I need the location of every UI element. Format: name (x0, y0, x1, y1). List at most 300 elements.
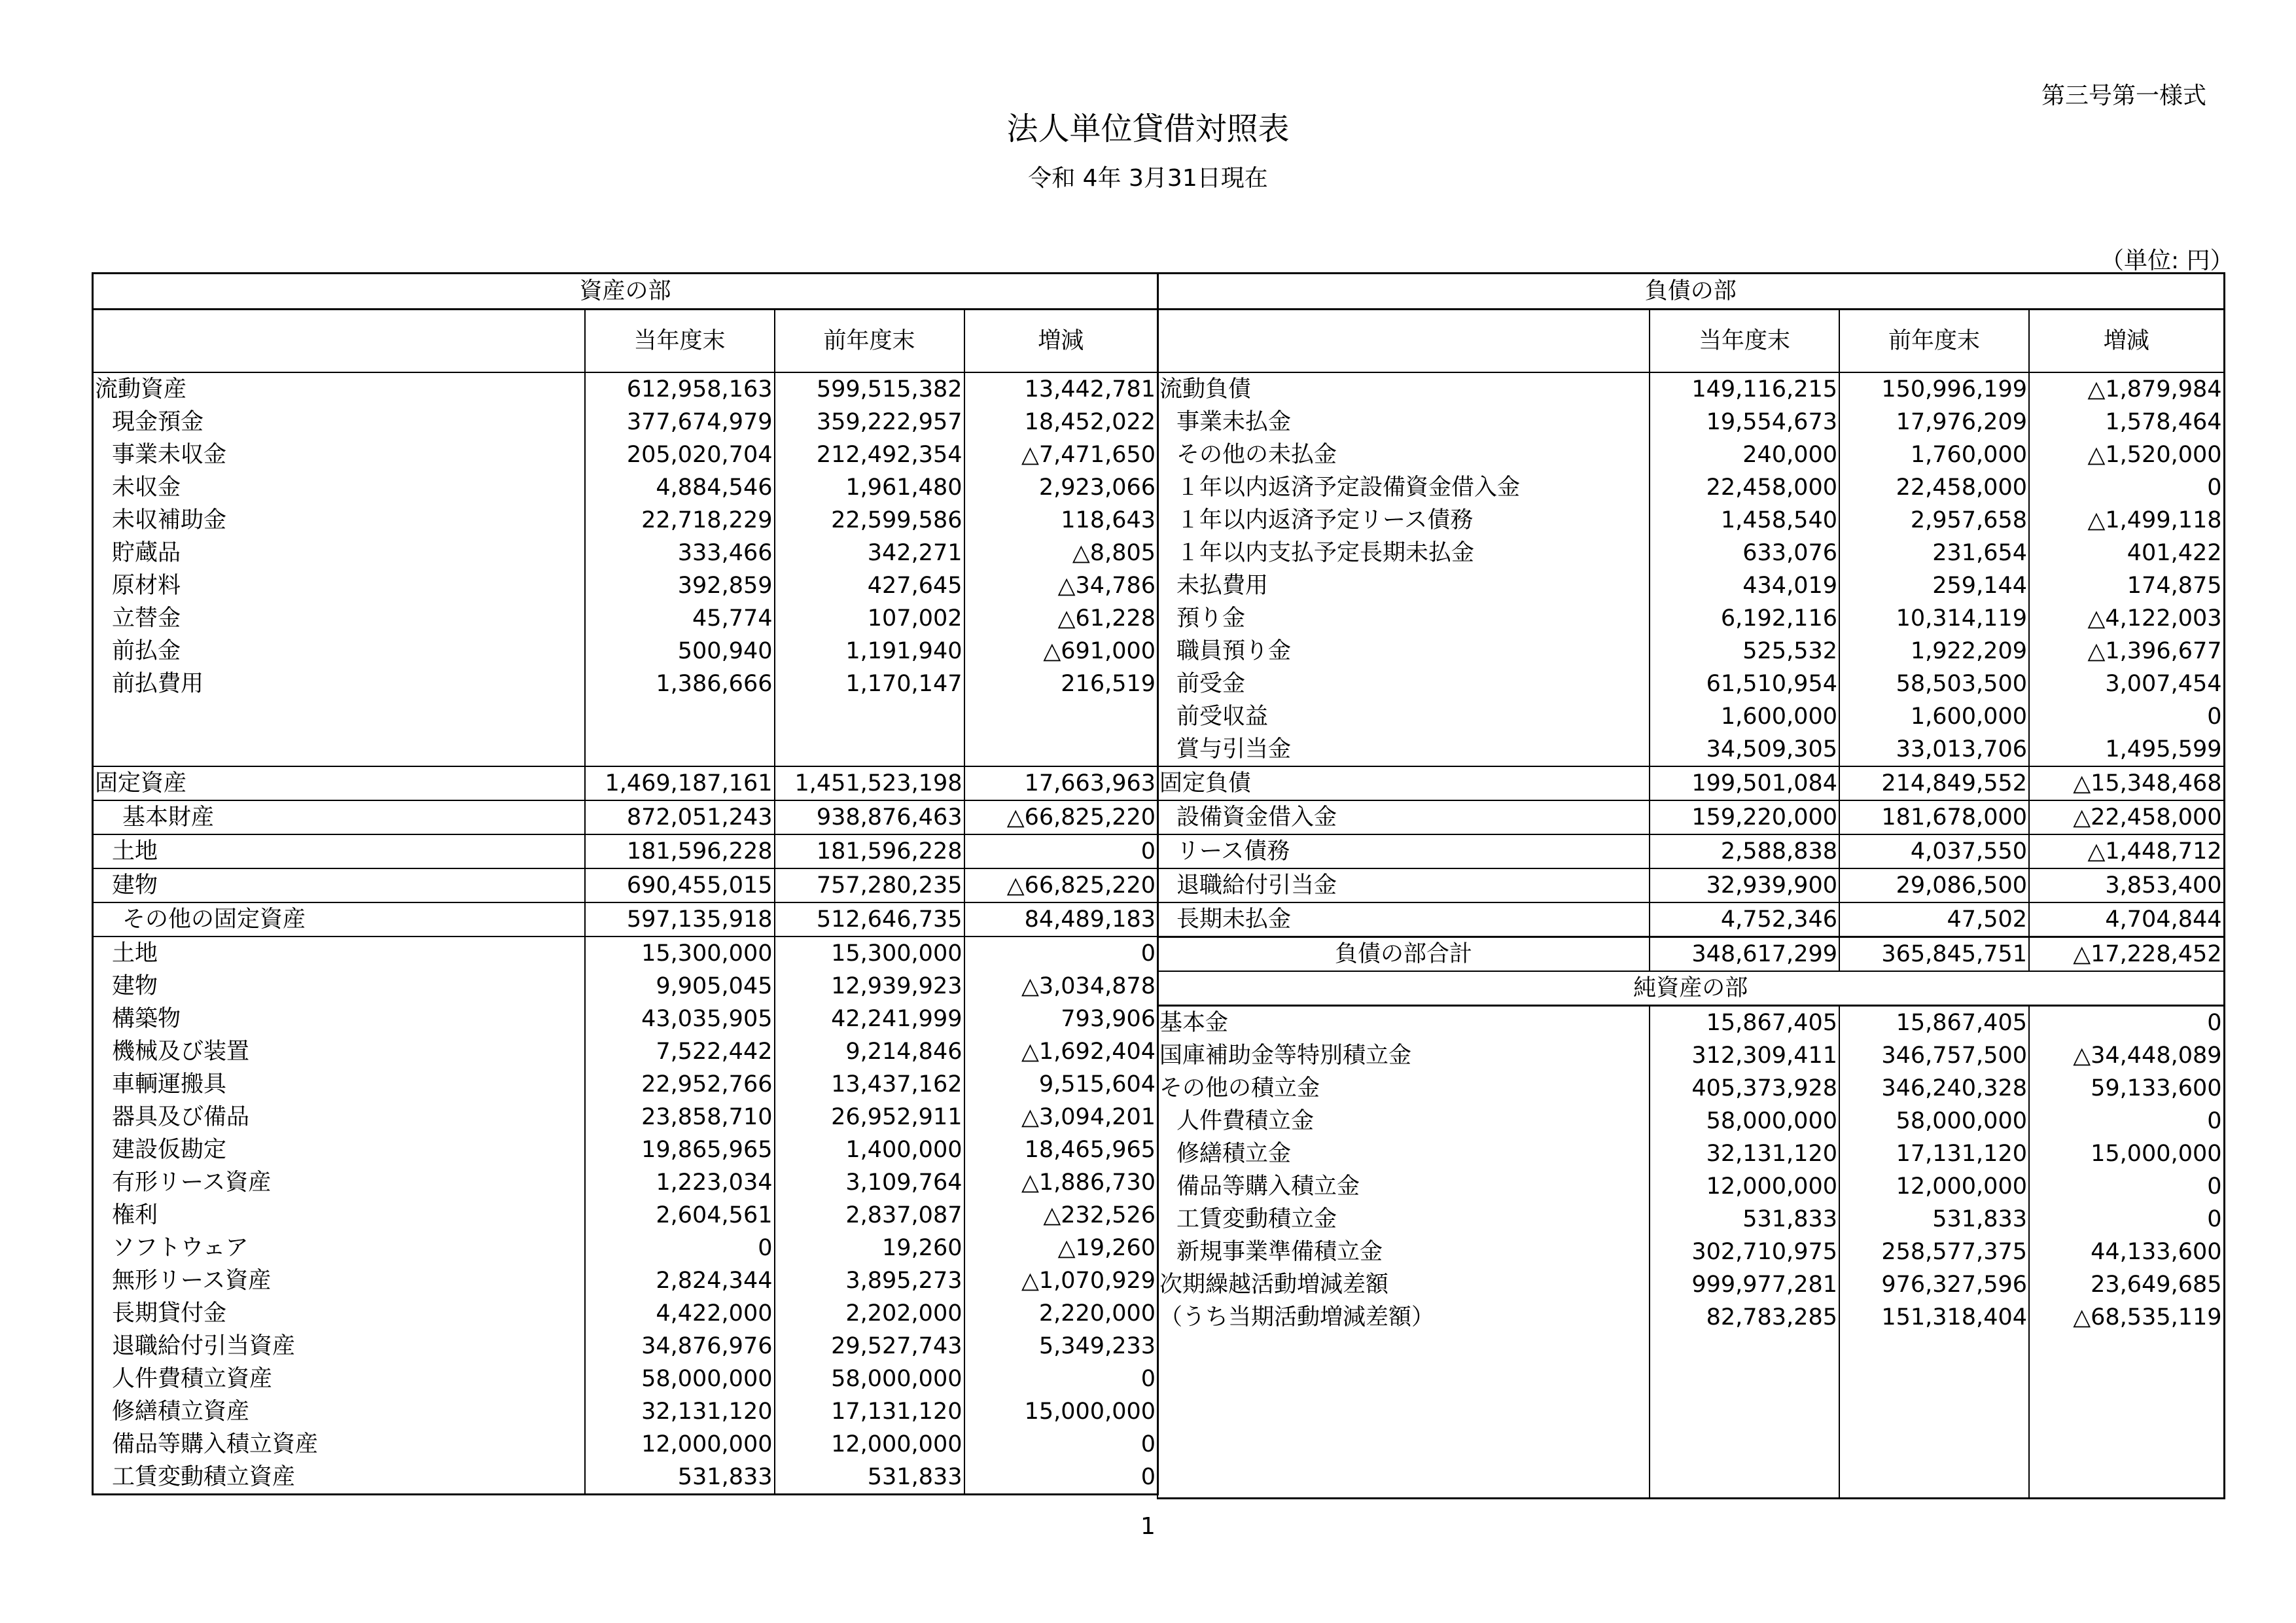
current-value: 32,131,120 (585, 1395, 775, 1428)
change-value (964, 733, 1158, 766)
change-value: 174,875 (2029, 569, 2224, 602)
change-value: 0 (964, 834, 1158, 868)
previous-value: 427,645 (775, 569, 964, 602)
row-label: ソフトウェア (112, 1235, 249, 1261)
previous-value: 22,599,586 (775, 504, 964, 537)
previous-value: 13,437,162 (775, 1068, 964, 1101)
current-value: 690,455,015 (585, 868, 775, 902)
previous-value: 4,037,550 (1839, 834, 2029, 868)
item-row (1157, 569, 2224, 602)
change-value: 15,000,000 (964, 1395, 1158, 1428)
previous-value (1839, 1366, 2029, 1399)
row-label (1157, 1334, 1650, 1366)
current-value: 2,604,561 (585, 1199, 775, 1232)
row-label: 新規事業準備積立金 (1176, 1239, 1383, 1265)
item-row (1157, 635, 2224, 668)
current-value: 0 (585, 1232, 775, 1264)
change-value: △66,825,220 (964, 800, 1158, 834)
change-value: 84,489,183 (964, 902, 1158, 936)
row-label: 機械及び装置 (112, 1039, 250, 1065)
row-label (1157, 1465, 1650, 1499)
liabilities-current-header: 当年度末 (1650, 310, 1839, 373)
previous-value: 58,503,500 (1839, 668, 2029, 700)
item-row (93, 1297, 1158, 1330)
row-label: １年以内返済予定リース債務 (1176, 507, 1474, 533)
item-row (93, 1330, 1158, 1363)
item-row (93, 438, 1158, 471)
blank-row (1157, 1432, 2224, 1465)
current-value: 34,509,305 (1650, 733, 1839, 766)
assets-section-title: 資産の部 (93, 274, 1158, 310)
change-value: 17,663,963 (964, 766, 1158, 800)
previous-value: 1,600,000 (1839, 700, 2029, 733)
change-value: 4,704,844 (2029, 902, 2224, 937)
row-label: リース債務 (1157, 834, 1650, 868)
item-row (93, 1232, 1158, 1264)
liabilities-rows (1157, 372, 2224, 1499)
current-value (1650, 1399, 1839, 1432)
row-label: 土地 (93, 834, 585, 868)
previous-value: 26,952,911 (775, 1101, 964, 1133)
current-value: 199,501,084 (1650, 766, 1839, 800)
item-row (93, 970, 1158, 1003)
report-date: 令和 4年 3月31日現在 (1028, 165, 1268, 192)
current-value: 405,373,928 (1650, 1072, 1839, 1105)
current-value: 32,939,900 (1650, 868, 1839, 902)
blank-row (1157, 1366, 2224, 1399)
current-value: 159,220,000 (1650, 800, 1839, 834)
current-value: 205,020,704 (585, 438, 775, 471)
previous-value: 2,957,658 (1839, 504, 2029, 537)
item-row (93, 936, 1158, 970)
row-label: 長期未払金 (1157, 902, 1650, 937)
change-value: △15,348,468 (2029, 766, 2224, 800)
change-value: 3,007,454 (2029, 668, 2224, 700)
net-asset-row (1157, 1105, 2224, 1137)
previous-value: 512,646,735 (775, 902, 964, 936)
change-value (2029, 1399, 2224, 1432)
previous-value: 12,000,000 (1839, 1170, 2029, 1203)
row-label: 基本金 (1159, 1010, 1229, 1036)
change-value: △34,786 (964, 569, 1158, 602)
change-value (2029, 1465, 2224, 1499)
subgroup-row (93, 902, 1158, 936)
previous-value: 15,300,000 (775, 936, 964, 970)
liabilities-previous-header: 前年度末 (1839, 310, 2029, 373)
previous-value: 3,895,273 (775, 1264, 964, 1297)
current-value (1650, 1432, 1839, 1465)
blank-row (1157, 1465, 2224, 1499)
current-value: 9,905,045 (585, 970, 775, 1003)
row-label: 建物 (93, 868, 585, 902)
previous-value: 17,976,209 (1839, 406, 2029, 438)
row-label: 前払金 (112, 638, 181, 664)
current-value: 22,718,229 (585, 504, 775, 537)
current-value (585, 700, 775, 733)
current-value: 6,192,116 (1650, 602, 1839, 635)
current-value: 15,867,405 (1650, 1006, 1839, 1040)
assets-previous-header: 前年度末 (775, 310, 964, 373)
row-label: 未収補助金 (112, 507, 227, 533)
previous-value: 212,492,354 (775, 438, 964, 471)
change-value: △1,520,000 (2029, 438, 2224, 471)
previous-value (1839, 1399, 2029, 1432)
previous-value (775, 733, 964, 766)
item-row (1157, 834, 2224, 868)
current-value: 377,674,979 (585, 406, 775, 438)
change-value: 9,515,604 (964, 1068, 1158, 1101)
current-value: 1,458,540 (1650, 504, 1839, 537)
previous-value: 1,191,940 (775, 635, 964, 668)
row-label (1157, 1432, 1650, 1465)
row-label: １年以内支払予定長期未払金 (1176, 540, 1475, 566)
item-row (1157, 868, 2224, 902)
change-value: 2,220,000 (964, 1297, 1158, 1330)
row-label: 流動資産 (93, 372, 585, 406)
change-value: △691,000 (964, 635, 1158, 668)
current-value: 58,000,000 (1650, 1105, 1839, 1137)
item-row (93, 1003, 1158, 1035)
current-value: 240,000 (1650, 438, 1839, 471)
current-value: 312,309,411 (1650, 1039, 1839, 1072)
change-value: △3,094,201 (964, 1101, 1158, 1133)
change-value: 0 (2029, 1170, 2224, 1203)
current-value: 61,510,954 (1650, 668, 1839, 700)
previous-value: 12,000,000 (775, 1428, 964, 1461)
change-value: △1,448,712 (2029, 834, 2224, 868)
row-label: 職員預り金 (1176, 638, 1292, 664)
previous-value: 12,939,923 (775, 970, 964, 1003)
item-row (93, 834, 1158, 868)
item-row (1157, 700, 2224, 733)
current-value: 12,000,000 (585, 1428, 775, 1461)
current-value: 531,833 (1650, 1203, 1839, 1236)
blank-row (1157, 1334, 2224, 1366)
current-value: 45,774 (585, 602, 775, 635)
change-value: 401,422 (2029, 537, 2224, 569)
item-row (1157, 504, 2224, 537)
page-title: 法人単位貸借対照表 (1006, 111, 1290, 147)
previous-value (1839, 1465, 2029, 1499)
change-value (2029, 1334, 2224, 1366)
previous-value: 181,678,000 (1839, 800, 2029, 834)
row-label: 修繕積立資産 (112, 1399, 250, 1425)
row-label: 現金預金 (112, 409, 204, 435)
item-row (93, 1395, 1158, 1428)
blank-row (1157, 1399, 2224, 1432)
change-value: 0 (964, 1461, 1158, 1495)
liabilities-change-header: 増減 (2029, 310, 2224, 373)
change-value: 3,853,400 (2029, 868, 2224, 902)
current-value: 4,422,000 (585, 1297, 775, 1330)
previous-value: 1,400,000 (775, 1133, 964, 1166)
subgroup-row (93, 800, 1158, 834)
net-asset-row (1157, 1236, 2224, 1268)
row-label: その他の積立金 (1159, 1075, 1320, 1101)
change-value: △19,260 (964, 1232, 1158, 1264)
row-label: 権利 (112, 1202, 158, 1228)
previous-value: 346,240,328 (1839, 1072, 2029, 1105)
row-label: 工賃変動積立金 (1176, 1206, 1337, 1232)
total-row (1157, 937, 2224, 972)
item-row (93, 1101, 1158, 1133)
current-value: 22,952,766 (585, 1068, 775, 1101)
current-value: 1,469,187,161 (585, 766, 775, 800)
row-label: 土地 (93, 936, 585, 970)
liabilities-section-title: 負債の部 (1157, 274, 2224, 310)
item-row (93, 1264, 1158, 1297)
current-value: 58,000,000 (585, 1363, 775, 1395)
previous-value (1839, 1432, 2029, 1465)
row-label: 立替金 (112, 605, 181, 632)
group-row (1157, 766, 2224, 800)
item-row (93, 1428, 1158, 1461)
row-label: 前受収益 (1176, 704, 1269, 730)
item-row (93, 1461, 1158, 1495)
change-value: △34,448,089 (2029, 1039, 2224, 1072)
row-label: 人件費積立金 (1176, 1108, 1315, 1134)
row-label: その他の未払金 (1176, 442, 1337, 468)
previous-value: 214,849,552 (1839, 766, 2029, 800)
assets-table (92, 272, 1157, 1490)
row-label (93, 733, 585, 766)
current-value: 434,019 (1650, 569, 1839, 602)
change-value: 0 (964, 936, 1158, 970)
row-label: 固定資産 (93, 766, 585, 800)
change-value: △7,471,650 (964, 438, 1158, 471)
net-asset-row (1157, 1006, 2224, 1040)
item-row (93, 504, 1158, 537)
row-label: 備品等購入積立資産 (112, 1431, 319, 1457)
blank-row (93, 700, 1158, 733)
row-label: 固定負債 (1157, 766, 1650, 800)
row-label: 賞与引当金 (1176, 736, 1292, 762)
change-value: △66,825,220 (964, 868, 1158, 902)
current-value: 19,554,673 (1650, 406, 1839, 438)
blank-row (93, 733, 1158, 766)
current-value (585, 733, 775, 766)
change-value: 44,133,600 (2029, 1236, 2224, 1268)
row-label: 修繕積立金 (1176, 1141, 1292, 1167)
net-assets-header-row (1157, 971, 2224, 1006)
row-label: 事業未払金 (1176, 409, 1292, 435)
previous-value: 107,002 (775, 602, 964, 635)
previous-value (1839, 1334, 2029, 1366)
change-value: △3,034,878 (964, 970, 1158, 1003)
item-row (1157, 537, 2224, 569)
current-value (1650, 1334, 1839, 1366)
previous-value: 599,515,382 (775, 372, 964, 406)
item-row (93, 537, 1158, 569)
change-value: 0 (2029, 1203, 2224, 1236)
current-value: 612,958,163 (585, 372, 775, 406)
previous-value: 181,596,228 (775, 834, 964, 868)
change-value: 15,000,000 (2029, 1137, 2224, 1170)
item-row (93, 1363, 1158, 1395)
row-label: 器具及び備品 (112, 1104, 250, 1130)
previous-value: 342,271 (775, 537, 964, 569)
item-row (93, 1068, 1158, 1101)
group-row (93, 372, 1158, 406)
previous-value: 938,876,463 (775, 800, 964, 834)
previous-value: 1,760,000 (1839, 438, 2029, 471)
change-value: △17,228,452 (2029, 937, 2224, 972)
previous-value: 258,577,375 (1839, 1236, 2029, 1268)
previous-value: 22,458,000 (1839, 471, 2029, 504)
previous-value: 58,000,000 (775, 1363, 964, 1395)
current-value: 348,617,299 (1650, 937, 1839, 972)
assets-current-header: 当年度末 (585, 310, 775, 373)
page-number: 1 (1140, 1513, 1156, 1540)
row-label: 建設仮勘定 (112, 1137, 227, 1163)
current-value: 23,858,710 (585, 1101, 775, 1133)
row-label: 有形リース資産 (112, 1169, 272, 1196)
current-value: 149,116,215 (1650, 372, 1839, 406)
row-label: 前受金 (1176, 671, 1246, 697)
row-label: 無形リース資産 (112, 1268, 272, 1294)
current-value: 872,051,243 (585, 800, 775, 834)
change-value: 59,133,600 (2029, 1072, 2224, 1105)
liabilities-table (1157, 272, 2223, 1475)
change-value: 2,923,066 (964, 471, 1158, 504)
change-value: 0 (2029, 471, 2224, 504)
previous-value: 150,996,199 (1839, 372, 2029, 406)
previous-value: 1,451,523,198 (775, 766, 964, 800)
previous-value (775, 700, 964, 733)
row-label (1157, 1366, 1650, 1399)
item-row (93, 868, 1158, 902)
change-value: 13,442,781 (964, 372, 1158, 406)
change-value: 0 (2029, 700, 2224, 733)
current-value (1650, 1366, 1839, 1399)
current-value: 43,035,905 (585, 1003, 775, 1035)
row-label: 建物 (112, 973, 158, 999)
change-value: △61,228 (964, 602, 1158, 635)
item-row (93, 1133, 1158, 1166)
change-value: 23,649,685 (2029, 1268, 2224, 1301)
previous-value: 757,280,235 (775, 868, 964, 902)
change-value: △1,070,929 (964, 1264, 1158, 1297)
row-label: 次期繰越活動増減差額 (1159, 1272, 1389, 1298)
previous-value: 29,086,500 (1839, 868, 2029, 902)
item-row (1157, 438, 2224, 471)
current-value: 4,752,346 (1650, 902, 1839, 937)
change-value: 0 (2029, 1006, 2224, 1040)
item-row (1157, 902, 2224, 937)
change-value: 18,465,965 (964, 1133, 1158, 1166)
liabilities-label-header (1157, 310, 1650, 373)
item-row (93, 1166, 1158, 1199)
row-label: 原材料 (112, 573, 181, 599)
current-value: 633,076 (1650, 537, 1839, 569)
current-value: 4,884,546 (585, 471, 775, 504)
group-row (93, 766, 1158, 800)
current-value: 597,135,918 (585, 902, 775, 936)
change-value: △68,535,119 (2029, 1301, 2224, 1334)
item-row (93, 1199, 1158, 1232)
item-row (1157, 602, 2224, 635)
row-label: 未払費用 (1176, 573, 1269, 599)
group-row (1157, 372, 2224, 406)
previous-value: 976,327,596 (1839, 1268, 2029, 1301)
row-label: １年以内返済予定設備資金借入金 (1176, 474, 1521, 501)
row-label: 設備資金借入金 (1157, 800, 1650, 834)
change-value: △1,692,404 (964, 1035, 1158, 1068)
item-row (1157, 733, 2224, 766)
net-asset-row (1157, 1170, 2224, 1203)
row-label: 長期貸付金 (112, 1300, 227, 1327)
net-asset-row (1157, 1301, 2224, 1334)
current-value: 333,466 (585, 537, 775, 569)
assets-rows (93, 372, 1158, 1495)
item-row (1157, 471, 2224, 504)
current-value: 1,386,666 (585, 668, 775, 700)
net-assets-section-title: 純資産の部 (1157, 971, 2224, 1006)
change-value: △8,805 (964, 537, 1158, 569)
current-value: 302,710,975 (1650, 1236, 1839, 1268)
row-label: 未収金 (112, 474, 181, 501)
current-value: 34,876,976 (585, 1330, 775, 1363)
current-value: 32,131,120 (1650, 1137, 1839, 1170)
current-value: 19,865,965 (585, 1133, 775, 1166)
change-value: △22,458,000 (2029, 800, 2224, 834)
row-label: 退職給付引当資産 (112, 1333, 296, 1359)
previous-value: 10,314,119 (1839, 602, 2029, 635)
item-row (93, 569, 1158, 602)
form-number: 第三号第一様式 (2041, 82, 2207, 109)
previous-value: 15,867,405 (1839, 1006, 2029, 1040)
row-label (1157, 1399, 1650, 1432)
current-value: 1,223,034 (585, 1166, 775, 1199)
net-asset-row (1157, 1039, 2224, 1072)
previous-value: 531,833 (775, 1461, 964, 1495)
change-value: △4,122,003 (2029, 602, 2224, 635)
assets-change-header: 増減 (964, 310, 1158, 373)
previous-value: 531,833 (1839, 1203, 2029, 1236)
row-label: 預り金 (1176, 605, 1246, 632)
previous-value: 359,222,957 (775, 406, 964, 438)
previous-value: 365,845,751 (1839, 937, 2029, 972)
assets-label-header (93, 310, 585, 373)
net-asset-row (1157, 1268, 2224, 1301)
previous-value: 17,131,120 (1839, 1137, 2029, 1170)
item-row (93, 471, 1158, 504)
change-value: 0 (2029, 1105, 2224, 1137)
item-row (93, 602, 1158, 635)
previous-value: 17,131,120 (775, 1395, 964, 1428)
current-value: 531,833 (585, 1461, 775, 1495)
change-value: △1,499,118 (2029, 504, 2224, 537)
change-value: 793,906 (964, 1003, 1158, 1035)
current-value: 7,522,442 (585, 1035, 775, 1068)
current-value: 15,300,000 (585, 936, 775, 970)
item-row (1157, 800, 2224, 834)
previous-value: 19,260 (775, 1232, 964, 1264)
current-value: 999,977,281 (1650, 1268, 1839, 1301)
previous-value: 29,527,743 (775, 1330, 964, 1363)
row-label: 前払費用 (112, 671, 204, 697)
previous-value: 151,318,404 (1839, 1301, 2029, 1334)
previous-value: 9,214,846 (775, 1035, 964, 1068)
net-asset-row (1157, 1203, 2224, 1236)
change-value: 18,452,022 (964, 406, 1158, 438)
change-value: 1,495,599 (2029, 733, 2224, 766)
change-value: △232,526 (964, 1199, 1158, 1232)
change-value: △1,886,730 (964, 1166, 1158, 1199)
current-value: 392,859 (585, 569, 775, 602)
row-label (93, 700, 585, 733)
previous-value: 33,013,706 (1839, 733, 2029, 766)
